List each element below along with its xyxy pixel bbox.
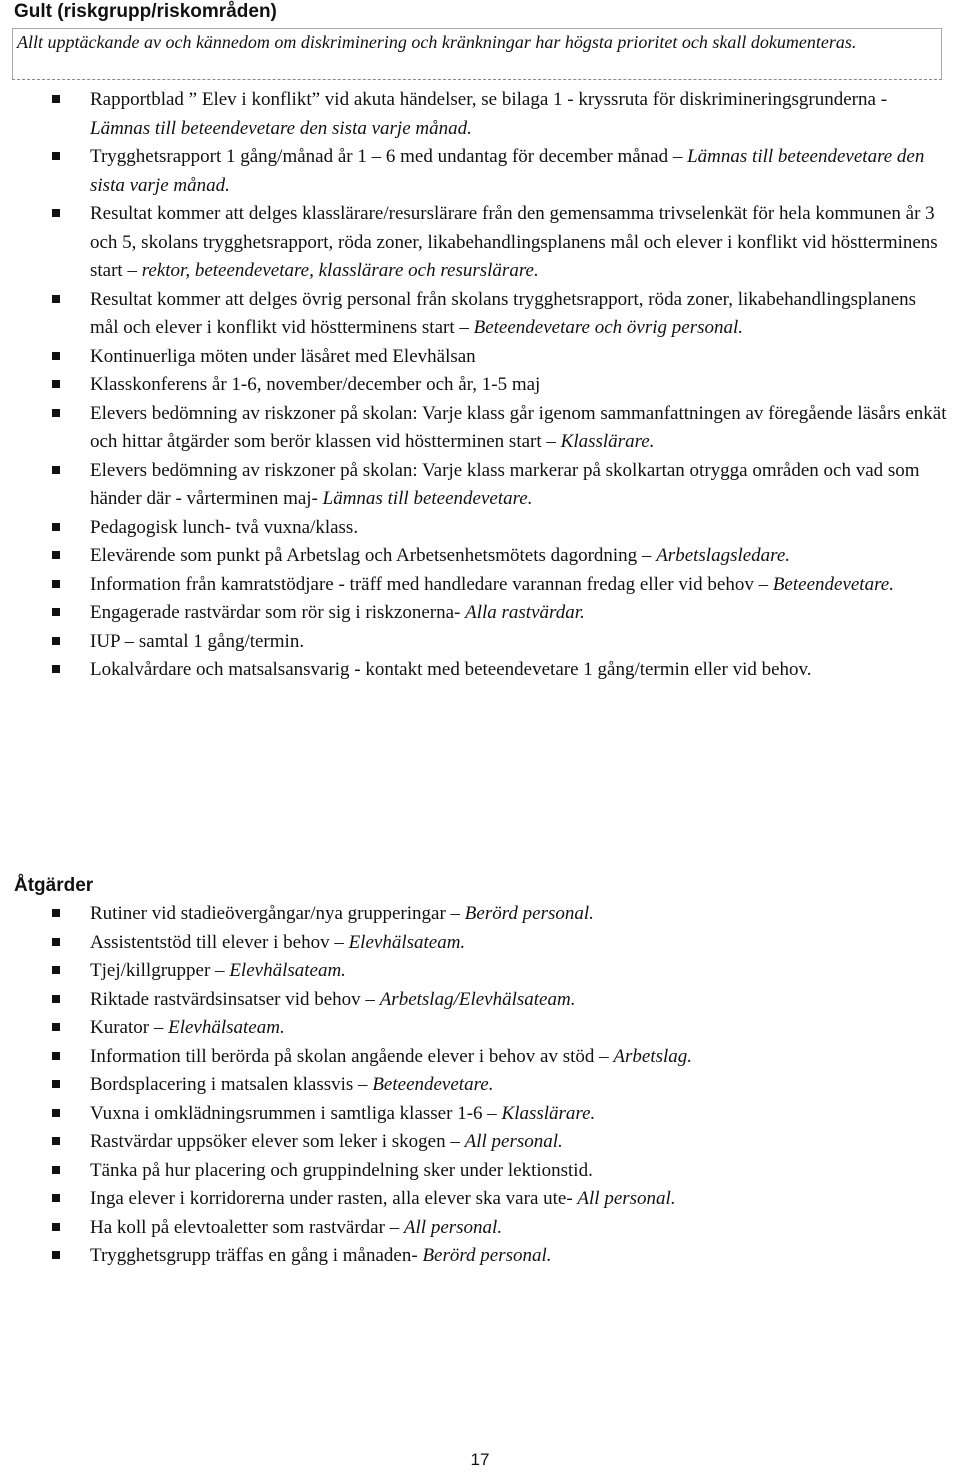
item-responsible: Lämnas till beteendevetare den sista varje månad. (90, 117, 472, 139)
item-responsible: Klasslärare. (560, 431, 655, 452)
list-item (48, 143, 948, 200)
item-text: Elevers bedömning av riskzoner på skolan: Varje klass markerar på skolkartan otrygga områden och vad som händer där - vårterminen maj- (90, 459, 920, 509)
list-item (48, 86, 948, 143)
list-item (48, 286, 948, 343)
item-text: Bordsplacering i matsalen klassvis – (90, 1074, 373, 1095)
measures-list (48, 900, 948, 1271)
list-item (48, 957, 948, 986)
measures-heading: Åtgärder (14, 875, 94, 896)
list-item (48, 457, 948, 514)
item-responsible: Alla rastvärdar. (465, 602, 585, 623)
item-responsible: Berörd personal. (464, 903, 594, 924)
item-responsible: Lämnas till beteendevetare. (322, 488, 533, 509)
list-item (48, 1214, 948, 1243)
list-item (48, 986, 948, 1015)
item-responsible: Beteendevetare och övrig personal. (473, 317, 744, 338)
item-text: Trygghetsrapport 1 gång/månad år 1 – 6 med undantag för december månad – (90, 146, 688, 167)
item-text: Kurator – (90, 1017, 169, 1038)
list-item (48, 371, 948, 400)
item-text: Rastvärdar uppsöker elever som leker i skogen – (90, 1131, 465, 1152)
item-text: Information från kamratstödjare - träff med handledare varannan fredag eller vid behov – (90, 573, 773, 595)
list-item (48, 1100, 948, 1129)
item-text: Vuxna i omklädningsrummen i samtliga klasser 1-6 – (90, 1102, 502, 1124)
item-text: Engagerade rastvärdar som rör sig i riskzonerna- (90, 602, 466, 623)
list-item (48, 1242, 948, 1271)
item-responsible: All personal. (403, 1216, 503, 1238)
item-text: Kontinuerliga möten under läsåret med Elevhälsan (90, 345, 476, 367)
item-responsible: All personal. (464, 1131, 563, 1152)
item-responsible: Beteendevetare. (772, 573, 894, 595)
item-text: Ha koll på elevtoaletter som rastvärdar – (90, 1216, 404, 1238)
item-text: Assistentstöd till elever i behov – (90, 931, 349, 953)
list-item (48, 1043, 948, 1072)
item-responsible: Elevhälsateam. (348, 931, 466, 953)
item-responsible: Berörd personal. (422, 1245, 552, 1266)
list-item (48, 1014, 948, 1043)
item-text: Rapportblad ” Elev i konflikt” vid akuta händelser, se bilaga 1 - kryssruta för diskrimineringsgrunderna - (90, 89, 888, 110)
item-text: Tänka på hur placering och gruppindelning sker under lektionstid. (90, 1159, 593, 1181)
item-text: Lokalvårdare och matsalsansvarig - kontakt med beteendevetare 1 gång/termin eller vid behov. (90, 659, 812, 680)
list-item (48, 343, 948, 372)
item-responsible: Elevhälsateam. (168, 1017, 285, 1038)
list-item (48, 656, 948, 685)
section-heading: Gult (riskgrupp/riskområden) (14, 1, 277, 22)
item-text: Riktade rastvärdsinsatser vid behov – (90, 988, 380, 1010)
riskgroup-list (48, 86, 948, 685)
item-text: Inga elever i korridorerna under rasten, alla elever ska vara ute- (90, 1188, 578, 1209)
item-text: Information till berörda på skolan angående elever i behov av stöd – (90, 1045, 614, 1067)
item-text: Pedagogisk lunch- två vuxna/klass. (90, 516, 359, 538)
item-text: Resultat kommer att delges övrig personal från skolans trygghetsrapport, röda zoner, likabehandlingsplanens mål och elever i konflikt vid höstterminens start – (90, 288, 917, 338)
item-text: Elevärende som punkt på Arbetslag och Arbetsenhetsmötets dagordning – (90, 545, 657, 566)
list-item (48, 1185, 948, 1214)
list-item (48, 1128, 948, 1157)
list-item (48, 628, 948, 657)
item-text: Resultat kommer att delges klasslärare/resurslärare från den gemensamma trivselenkät för hela kommunen år 3 och 5, skolans trygghetsrapport, röda zoner, likabehandlingsplanens mål och elever i konflikt vid höstterminens start – (90, 203, 938, 281)
priority-note: Allt upptäckande av och kännedom om diskriminering och kränkningar har högsta prioritet och skall dokumenteras. (12, 28, 942, 80)
item-text: Elevers bedömning av riskzoner på skolan: Varje klass går igenom sammanfattningen av föregående läsårs enkät och hittar åtgärder som berör klassen vid höstterminen start – (90, 402, 947, 452)
item-responsible: Lämnas till beteendevetare den sista varje månad. (90, 146, 925, 196)
item-responsible: Klasslärare. (501, 1102, 596, 1124)
list-item (48, 514, 948, 543)
list-item (48, 400, 948, 457)
list-item (48, 1071, 948, 1100)
list-item (48, 200, 948, 286)
item-responsible: Arbetslag. (613, 1045, 693, 1067)
item-responsible: Arbetslag/Elevhälsateam. (379, 988, 576, 1010)
list-item (48, 571, 948, 600)
item-text: Trygghetsgrupp träffas en gång i månaden- (90, 1245, 423, 1266)
list-item (48, 929, 948, 958)
item-text: Rutiner vid stadieövergångar/nya grupperingar – (90, 903, 465, 924)
list-item (48, 599, 948, 628)
item-text: Klasskonferens år 1-6, november/december och år, 1-5 maj (90, 374, 541, 395)
item-responsible: Beteendevetare. (372, 1074, 494, 1095)
list-item (48, 1157, 948, 1186)
page-number: 17 (470, 1450, 490, 1469)
item-responsible: All personal. (577, 1188, 676, 1209)
item-responsible: Arbetslagsledare. (656, 545, 791, 566)
item-responsible: Elevhälsateam. (229, 960, 346, 981)
item-text: Tjej/killgrupper – (90, 960, 230, 981)
list-item (48, 900, 948, 929)
item-responsible: rektor, beteendevetare, klasslärare och resurslärare. (141, 260, 539, 281)
item-text: IUP – samtal 1 gång/termin. (90, 630, 305, 652)
list-item (48, 542, 948, 571)
